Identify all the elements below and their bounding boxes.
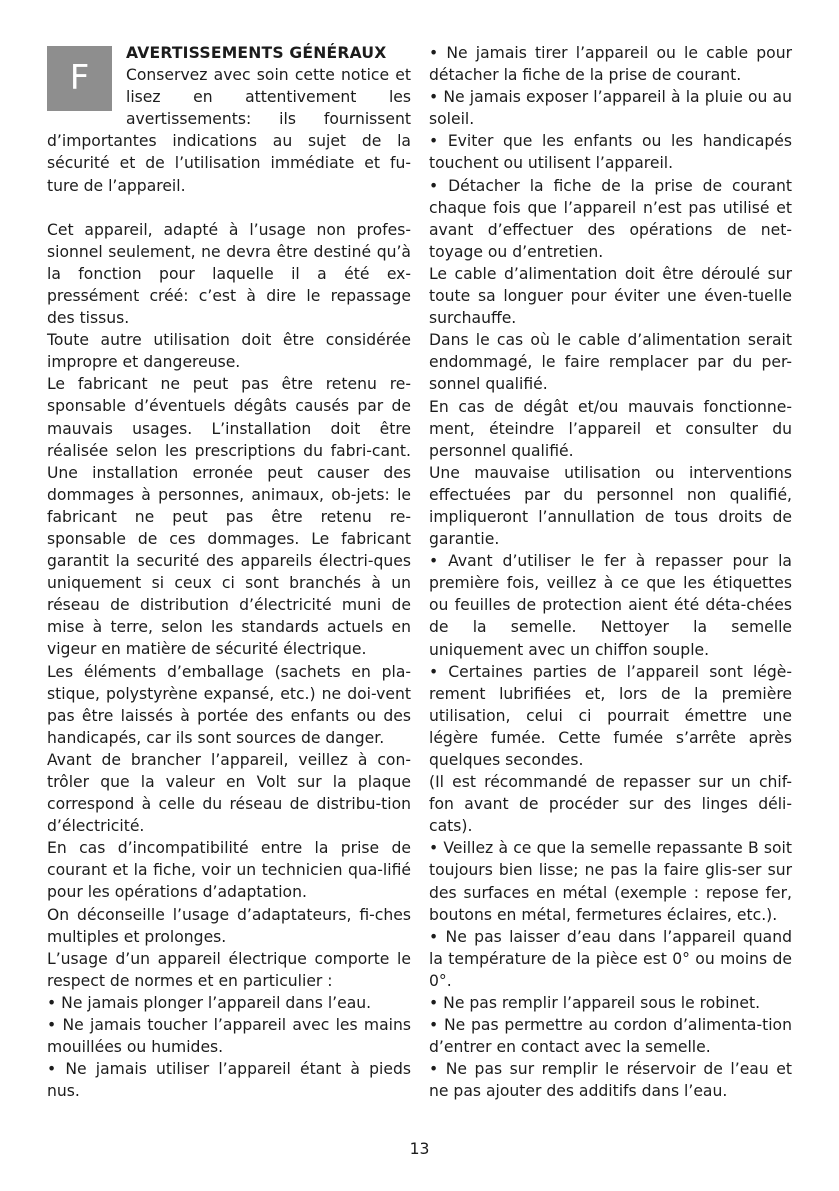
- paragraph: Une mauvaise utilisation ou interventions effectuées par du personnel non qualifié, impliqueront l’annullation de tous droits de garantie.: [429, 463, 792, 549]
- paragraph: Les éléments d’emballage (sachets en pla-stique, polystyrène expansé, etc.) ne doi-vent pas être laissés à portée des enfants ou des handicapés, car ils sont sources de danger.: [47, 662, 411, 747]
- paragraph: En cas de dégât et/ou mauvais fonctionne-ment, éteindre l’appareil et consulter du personnel qualifié.: [429, 397, 792, 460]
- intro-paragraph: Conservez avec soin cette notice et lisez en attentivement les avertissements: ils fournissent d’importantes indications au sujet de la sécurité et de l’utilisation immédiate et fu-ture de l’appareil.: [47, 66, 411, 195]
- language-badge: F: [47, 46, 112, 111]
- paragraph: Le fabricant ne peut pas être retenu re-sponsable d’éventuels dégâts causés par de mauvais usages. L’installation doit être réalisée selon les prescriptions du fabri-cant. Une installation erronée peut causer des dommages à personnes, animaux, ob-jets: le fabricant ne peut pas être retenu re-sponsable de ces dommages. Le fabricant garantit la securité des appareils électri-ques uniquement si ceux ci sont branchés à un réseau de distribution d’électricité muni de mise à terre, selon les standards actuels en vigeur en matière de sécurité électrique.: [47, 375, 411, 659]
- bullet-item: • Ne pas remplir l’appareil sous le robinet.: [429, 994, 761, 1013]
- right-column: [429, 42, 792, 1103]
- bullet-item: • Ne jamais plonger l’appareil dans l’eau.: [47, 993, 372, 1012]
- paragraph: L’usage d’un appareil électrique comporte le respect de normes et en particulier :: [47, 949, 411, 990]
- page-number: 13: [409, 1140, 430, 1158]
- bullet-item: • Ne jamais utiliser l’appareil étant à pieds nus.: [47, 1060, 411, 1101]
- paragraph: Avant de brancher l’appareil, veillez à con-trôler que la valeur en Volt sur la plaque correspond à celle du réseau de distribu-tion d’électricité.: [47, 750, 411, 836]
- bullet-item: • Ne jamais tirer l’appareil ou le cable pour détacher la fiche de la prise de courant.: [429, 44, 792, 85]
- paragraph: Toute autre utilisation doit être considérée impropre et dangereuse.: [47, 331, 411, 372]
- paragraph: Le cable d’alimentation doit être déroulé sur toute sa longuer pour éviter une éven-tuelle surchauffe.: [429, 264, 792, 328]
- paragraph: En cas d’incompatibilité entre la prise de courant et la fiche, voir un technicien qua-lifié pour les opérations d’adaptation.: [47, 839, 411, 902]
- paragraph: Dans le cas où le cable d’alimentation serait endommagé, le faire remplacer par du per-sonnel qualifié.: [429, 331, 792, 394]
- bullet-item: • Ne pas permettre au cordon d’alimenta-tion d’entrer en contact avec la semelle.: [429, 1016, 792, 1057]
- bullet-item: • Veillez à ce que la semelle repassante B soit toujours bien lisse; ne pas la faire glis-ser sur des surfaces en métal (exemple : repose fer, boutons en métal, fermetures éclaires, etc.).: [429, 839, 792, 924]
- section-heading: AVERTISSEMENTS GÉNÉRAUX: [126, 44, 387, 62]
- bullet-item: • Ne pas laisser d’eau dans l’appareil quand la température de la pièce est 0° ou moins de 0°.: [429, 927, 792, 990]
- paragraph-gap: [47, 197, 411, 219]
- bullet-item: • Détacher la fiche de la prise de courant chaque fois que l’appareil n’est pas utilisé et avant d’effectuer des opérations de net-toyage ou d’entretien.: [429, 176, 792, 261]
- bullet-item: • Ne jamais toucher l’appareil avec les mains mouillées ou humides.: [47, 1016, 411, 1057]
- paragraph: Cet appareil, adapté à l’usage non profes-sionnel seulement, ne devra être destiné qu’à la fonction pour laquelle il a été ex-pressément créé: c’est à dire le repassage des tissus.: [47, 220, 411, 328]
- bullet-item: • Certaines parties de l’appareil sont légè-rement lubrifiées et, lors de la première utilisation, celui ci pourrait émettre une légère fumée. Cette fumée s’arrête après quelques secondes.: [429, 662, 792, 769]
- paragraph: On déconseille l’usage d’adaptateurs, fi-ches multiples et prolonges.: [47, 905, 411, 946]
- bullet-item: • Avant d’utiliser le fer à repasser pour la première fois, veillez à ce que les étiquettes ou feuilles de protection aient été déta-chées de la semelle. Nettoyer la semelle uniquement avec un chiffon souple.: [429, 552, 792, 659]
- bullet-item: • Ne jamais exposer l’appareil à la pluie ou au soleil.: [429, 88, 792, 129]
- bullet-item: • Ne pas sur remplir le réservoir de l’eau et ne pas ajouter des additifs dans l’eau.: [429, 1060, 792, 1101]
- paragraph: (Il est récommandé de repasser sur un chif-fon avant de procéder sur des linges déli-cats).: [429, 773, 792, 836]
- left-column: [47, 42, 411, 1102]
- bullet-item: • Eviter que les enfants ou les handicapés touchent ou utilisent l’appareil.: [429, 132, 792, 173]
